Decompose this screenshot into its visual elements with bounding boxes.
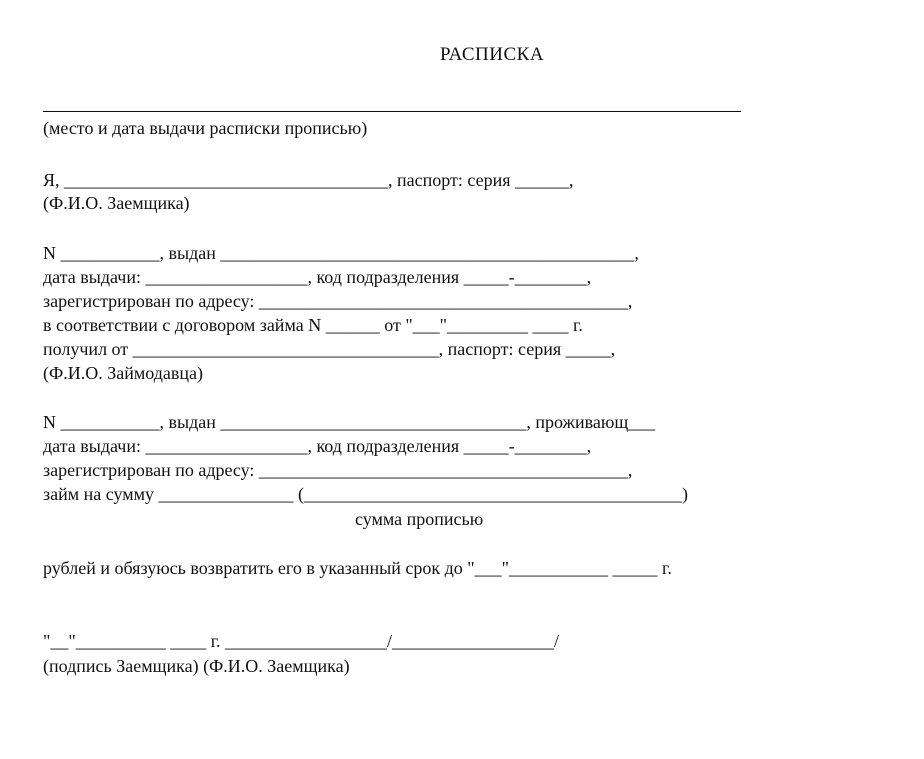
lender-address-line: зарегистрирован по адресу: _________________________________________, <box>43 460 633 480</box>
borrower-address-line: зарегистрирован по адресу: _________________________________________, <box>43 291 633 311</box>
borrower-caption: (Ф.И.О. Заемщика) <box>43 193 190 213</box>
place-date-rule <box>43 111 741 112</box>
contract-line: в соответствии с договором займа N ______ от "___"_________ ____ г. <box>43 315 583 335</box>
lender-passport-line: N ___________, выдан __________________________________, проживающ___ <box>43 412 656 432</box>
borrower-line: Я, ____________________________________, паспорт: серия ______, <box>43 170 574 190</box>
lender-caption: (Ф.И.О. Займодавца) <box>43 363 203 383</box>
borrower-issue-line: дата выдачи: __________________, код подразделения _____-________, <box>43 267 592 287</box>
lender-line: получил от __________________________________, паспорт: серия _____, <box>43 339 616 359</box>
place-date-caption: (место и дата выдачи расписки прописью) <box>43 118 368 138</box>
signature-line: "__"__________ ____ г. __________________/__________________/ <box>43 631 560 651</box>
signature-caption: (подпись Заемщика) (Ф.И.О. Заемщика) <box>43 656 350 676</box>
return-line: рублей и обязуюсь возвратить его в указанный срок до "___"___________ _____ г. <box>43 558 672 578</box>
sum-caption: сумма прописью <box>355 509 484 529</box>
borrower-passport-line: N ___________, выдан ______________________________________________, <box>43 243 639 263</box>
lender-issue-line: дата выдачи: __________________, код подразделения _____-________, <box>43 436 592 456</box>
document-title: РАСПИСКА <box>439 44 545 65</box>
sum-line: займ на сумму _______________ (__________________________________________) <box>43 484 689 504</box>
